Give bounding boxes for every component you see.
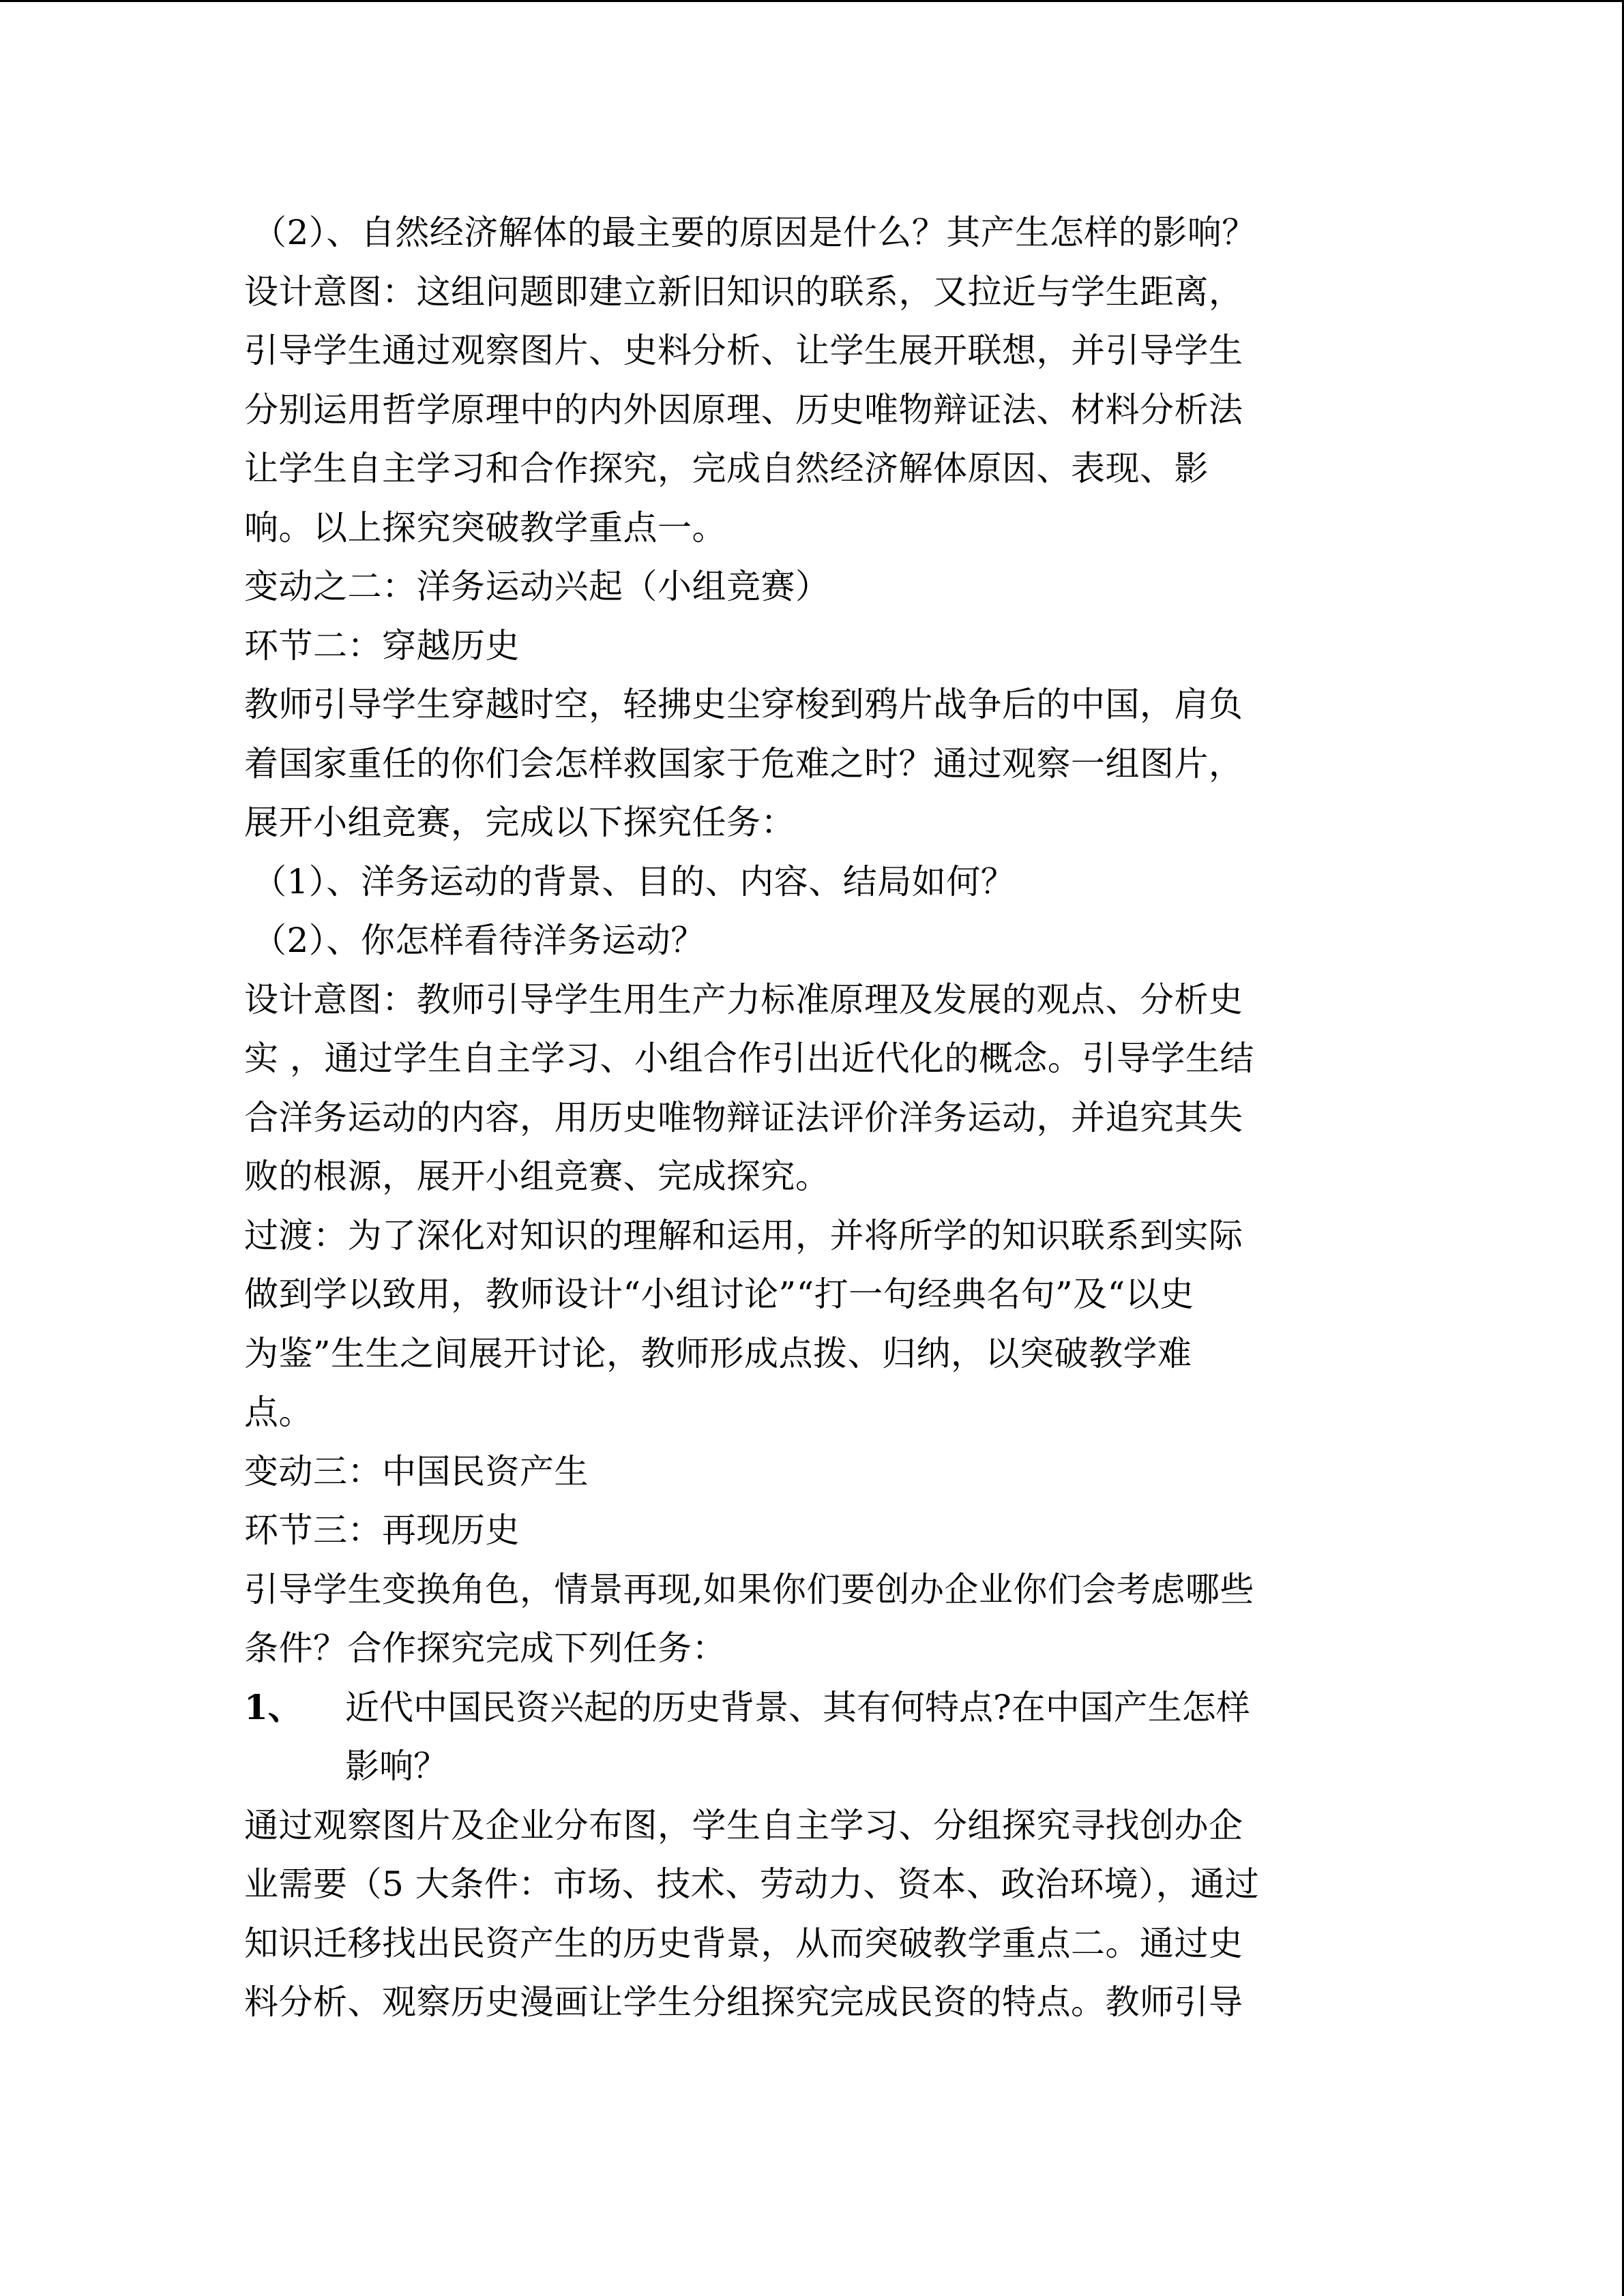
- page-border-top: [0, 0, 1624, 2]
- text-line: 引导学生变换角色，情景再现,如果你们要创办企业你们会考虑哪些: [244, 1569, 1254, 1609]
- text-line: 知识迁移找出民资产生的历史背景，从而突破教学重点二。通过史: [244, 1923, 1243, 1963]
- text-line: 让学生自主学习和合作探究，完成自然经济解体原因、表现、影: [244, 449, 1209, 488]
- text-line: 引导学生通过观察图片、史料分析、让学生展开联想，并引导学生: [244, 331, 1243, 370]
- text-line: 展开小组竞赛，完成以下探究任务：: [244, 803, 795, 842]
- list-text: [345, 1678, 1250, 1796]
- text-line: 业需要（5 大条件：市场、技术、劳动力、资本、政治环境），通过: [244, 1864, 1260, 1904]
- text-line: 条件？合作探究完成下列任务：: [244, 1628, 726, 1668]
- list-text-line: 近代中国民资兴起的历史背景、其有何特点?在中国产生怎样: [345, 1687, 1250, 1727]
- numbered-list-item: [244, 1678, 1390, 1796]
- text-line: 点。: [244, 1392, 313, 1432]
- text-line: 设计意图：教师引导学生用生产力标准原理及发展的观点、分析史: [244, 979, 1243, 1019]
- question-2-line: （2）、自然经济解体的最主要的原因是什么？其产生怎样的影响？: [252, 213, 1256, 252]
- text-line: 为鉴”生生之间展开讨论，教师形成点拨、归纳，以突破教学难: [244, 1333, 1192, 1373]
- text-line: 实 ，通过学生自主学习、小组合作引出近代化的概念。引导学生结: [244, 1039, 1254, 1078]
- text-line: 着国家重任的你们会怎样救国家于危难之时？通过观察一组图片，: [244, 743, 1243, 784]
- task-item: （1）、洋务运动的背景、目的、内容、结局如何？: [252, 861, 1016, 901]
- step-heading: 环节三：再现历史: [244, 1510, 520, 1550]
- text-line: 过渡：为了深化对知识的理解和运用，并将所学的知识联系到实际: [244, 1215, 1243, 1255]
- text-line: 败的根源，展开小组竞赛、完成探究。: [244, 1157, 830, 1196]
- text-line: 设计意图：这组问题即建立新旧知识的联系，又拉近与学生距离，: [244, 271, 1243, 312]
- section-heading: 变动三：中国民资产生: [244, 1451, 589, 1491]
- task-item: （2）、你怎样看待洋务运动？: [252, 921, 705, 960]
- section-heading: 变动之二：洋务运动兴起（小组竞赛）: [244, 567, 830, 606]
- text-line: 响。以上探究突破教学重点一。: [244, 507, 726, 548]
- text-line: 分别运用哲学原理中的内外因原理、历史唯物辩证法、材料分析法: [244, 389, 1243, 430]
- text-line: 通过观察图片及企业分布图，学生自主学习、分组探究寻找创办企: [244, 1805, 1243, 1845]
- text-line: 合洋务运动的内容，用历史唯物辩证法评价洋务运动，并追究其失: [244, 1097, 1243, 1137]
- list-number: 1、: [244, 1686, 302, 1727]
- text-line: 料分析、观察历史漫画让学生分组探究完成民资的特点。教师引导: [244, 1982, 1243, 2022]
- document-body: [244, 203, 1390, 2032]
- text-line: 教师引导学生穿越时空，轻拂史尘穿梭到鸦片战争后的中国，肩负: [244, 685, 1243, 724]
- text-line: 做到学以致用，教师设计“小组讨论”“打一句经典名句”及“以史: [244, 1274, 1194, 1314]
- step-heading: 环节二：穿越历史: [244, 625, 520, 666]
- list-text-line: 影响？: [345, 1746, 447, 1786]
